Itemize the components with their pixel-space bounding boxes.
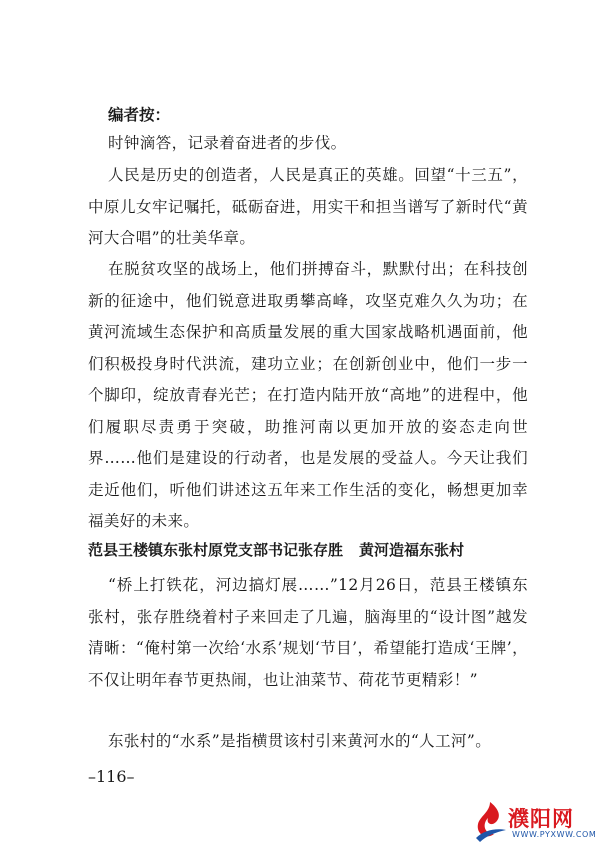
page-number: –116– xyxy=(88,767,135,786)
editor-note-paragraph-3: 在脱贫攻坚的战场上，他们拼搏奋斗，默默付出；在科技创新的征途中，他们锐意进取勇攀高峰，攻坚克难久久为功；在黄河流域生态保护和高质量发展的重大国家战略机遇面前，他们积极投身时代洪流，建功立业；在创新创业中，他们一步一个脚印，绽放青春光芒；在打造内陆开放“高地”的进程中，他们履职尽责勇于突破，助推河南以更加开放的姿态走向世界……他们是建设的行动者，也是发展的受益人。今天让我们走近他们，听他们讲述这五年来工作生活的变化，畅想更加幸福美好的未来。 xyxy=(88,260,528,530)
editor-note-paragraph-1: 时钟滴答，记录着奋进者的步伐。 xyxy=(108,134,347,152)
section-title-headline: 黄河造福东张村 xyxy=(359,541,465,559)
section-title xyxy=(88,539,548,560)
section-paragraph-1: “桥上打铁花，河边搞灯展……”12月26日，范县王楼镇东张村，张存胜绕着村子来回走了几遍，脑海里的“设计图”越发清晰：“俺村第一次给‘水系’规划‘节目’，希望能打造成‘王牌’，不仅让明年春节更热闹，也让油菜节、荷花节更精彩！” xyxy=(88,576,528,689)
editor-note-heading: 编者按： xyxy=(108,106,171,124)
site-logo xyxy=(472,800,596,844)
logo-name: 濮阳网 xyxy=(508,807,574,831)
editor-note-paragraph-2: 人民是历史的创造者，人民是真正的英雄。回望“十三五”，中原儿女牢记嘱托，砥砺奋进，用实干和担当谱写了新时代“黄河大合唱”的壮美华章。 xyxy=(88,166,528,247)
flame-swirl-icon xyxy=(472,800,508,844)
section-title-person: 范县王楼镇东张村原党支部书记张存胜 xyxy=(88,541,344,559)
logo-url: WWW.PYXWW.COM xyxy=(512,830,597,839)
section-paragraph-2: 东张村的“水系”是指横贯该村引来黄河水的“人工河”。 xyxy=(108,732,492,750)
